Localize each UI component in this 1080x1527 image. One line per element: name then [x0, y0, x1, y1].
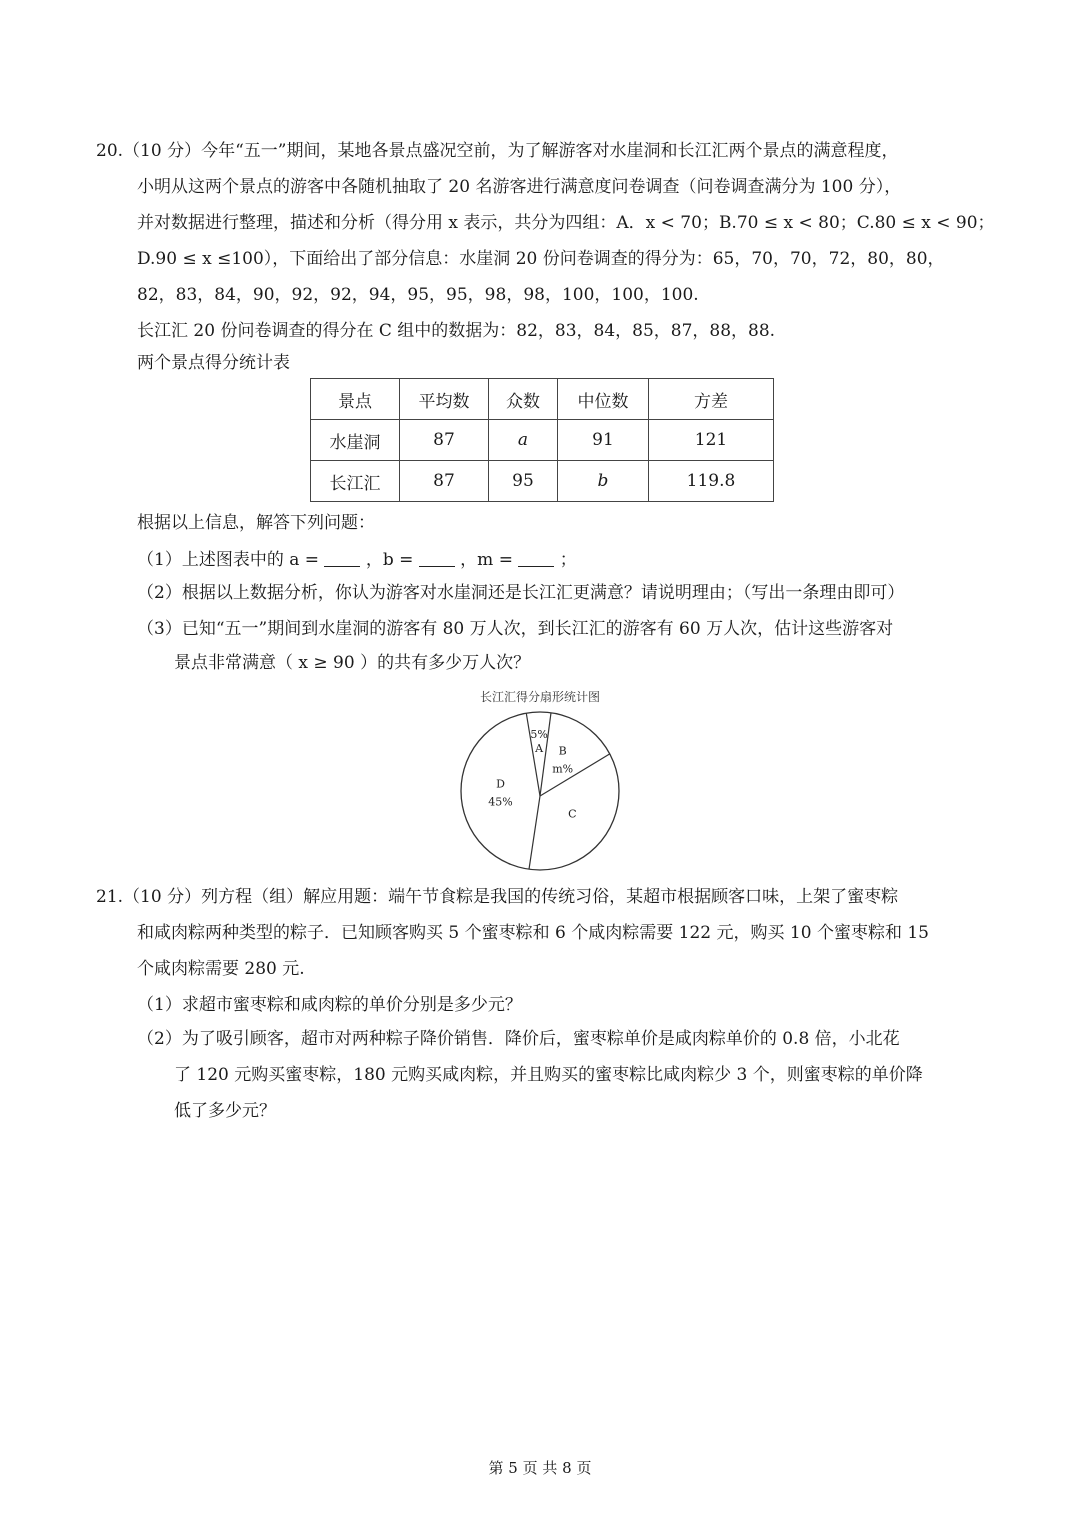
q20-line-6: 长江汇 20 份问卷调查的得分在 C 组中的数据为：82，83，84，85，87，88，88.	[137, 321, 776, 341]
table-row	[311, 420, 774, 461]
slice-label-A: 5%	[530, 728, 548, 742]
sub1-end: ；	[559, 550, 577, 570]
slice-label-D: D	[496, 777, 505, 791]
slice-label-B: B	[558, 744, 567, 758]
table-cell: 长江汇	[311, 461, 400, 502]
table-cell: a	[489, 420, 558, 461]
slice-label-C: C	[568, 807, 577, 821]
page-footer: 第 5 页 共 8 页	[488, 1459, 592, 1477]
slice-value-D: 45%	[488, 795, 513, 809]
q20-sub3-line-2: 景点非常满意（ x ≥ 90 ）的共有多少万人次？	[174, 653, 531, 673]
q21-line-3: 个咸肉粽需要 280 元.	[137, 959, 305, 979]
sub1-a-label: （1）上述图表中的 a =	[137, 550, 320, 570]
q20-sub1	[137, 548, 577, 572]
table-cell: 119.8	[649, 461, 774, 502]
answer-blank-m[interactable]	[518, 550, 554, 567]
sub1-b-label: ，b =	[365, 550, 414, 570]
sub1-m-label: ，m =	[460, 550, 513, 570]
table-cell: 95	[489, 461, 558, 502]
answer-blank-a[interactable]	[324, 550, 360, 567]
header-cell: 众数	[489, 379, 558, 420]
pie-chart	[455, 706, 625, 876]
table-row	[311, 461, 774, 502]
slice-value-B: m%	[552, 762, 574, 776]
q20-line-1: 20.（10 分）今年“五一”期间，某地各景点盛况空前，为了解游客对水崖洞和长江汇两个景点的满意程度，	[96, 141, 899, 161]
table-cell: 91	[558, 420, 649, 461]
q20-line-4: D.90 ≤ x ≤100），下面给出了部分信息：水崖洞 20 份问卷调查的得分为：65，70，70，72，80，80，	[137, 249, 945, 269]
table-header-row	[311, 379, 774, 420]
table-title: 两个景点得分统计表	[137, 353, 290, 373]
q21-sub2-line-1: （2）为了吸引顾客，超市对两种粽子降价销售．降价后，蜜枣粽单价是咸肉粽单价的 0.8 倍，小北花	[137, 1029, 900, 1049]
q21-line-2: 和咸肉粽两种类型的粽子．已知顾客购买 5 个蜜枣粽和 6 个咸肉粽需要 122 元，购买 10 个蜜枣粽和 15	[137, 923, 929, 943]
q20-line-5: 82，83，84，90，92，92，94，95，95，98，98，100，100，100.	[137, 285, 699, 305]
q21-sub1: （1）求超市蜜枣粽和咸肉粽的单价分别是多少元？	[137, 995, 522, 1015]
q20-prompt: 根据以上信息，解答下列问题：	[137, 513, 375, 533]
q20-sub2: （2）根据以上数据分析，你认为游客对水崖洞还是长江汇更满意？请说明理由；（写出一条理由即可）	[137, 583, 905, 603]
table-cell: 87	[400, 420, 489, 461]
header-cell: 中位数	[558, 379, 649, 420]
q21-line-1: 21.（10 分）列方程（组）解应用题：端午节食粽是我国的传统习俗，某超市根据顾客口味，上架了蜜枣粽	[96, 887, 899, 907]
table-cell: b	[558, 461, 649, 502]
answer-blank-b[interactable]	[419, 550, 455, 567]
q20-line-3: 并对数据进行整理，描述和分析（得分用 x 表示，共分为四组：A．x < 70；B.70 ≤ x < 80；C.80 ≤ x < 90；	[137, 213, 995, 233]
header-cell: 平均数	[400, 379, 489, 420]
q21-sub2-line-3: 低了多少元？	[174, 1101, 276, 1121]
slice-letter-A: A	[535, 742, 544, 756]
q21-sub2-line-2: 了 120 元购买蜜枣粽，180 元购买咸肉粽，并且购买的蜜枣粽比咸肉粽少 3 个，则蜜枣粽的单价降	[174, 1065, 923, 1085]
table-cell: 87	[400, 461, 489, 502]
q20-line-2: 小明从这两个景点的游客中各随机抽取了 20 名游客进行满意度问卷调查（问卷调查满分为 100 分），	[137, 177, 902, 197]
stats-table	[310, 378, 774, 502]
header-cell: 方差	[649, 379, 774, 420]
q20-sub3-line-1: （3）已知“五一”期间到水崖洞的游客有 80 万人次，到长江汇的游客有 60 万人次，估计这些游客对	[137, 619, 894, 639]
table-cell: 121	[649, 420, 774, 461]
header-cell: 景点	[311, 379, 400, 420]
chart-title: 长江汇得分扇形统计图	[480, 690, 601, 704]
table-cell: 水崖洞	[311, 420, 400, 461]
